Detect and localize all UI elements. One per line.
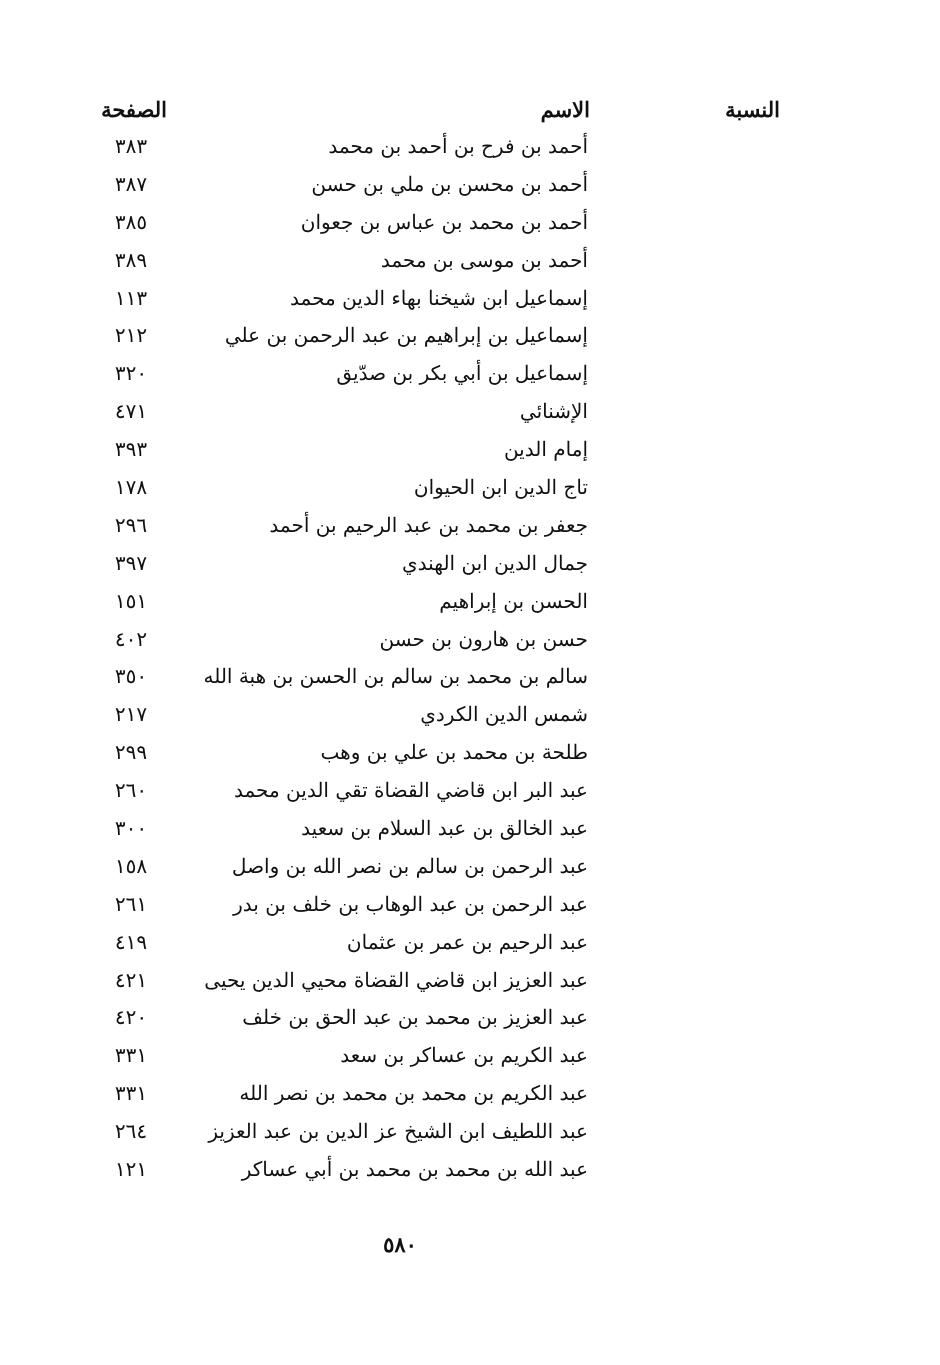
entry-page: ٤٢١ <box>114 967 148 992</box>
entry-page: ٣٩٣ <box>114 437 148 462</box>
entry-page: ٢٦١ <box>114 891 148 916</box>
table-row <box>0 431 940 469</box>
table-row <box>0 924 940 962</box>
entry-page: ٣٣١ <box>114 1081 148 1106</box>
table-row <box>0 166 940 204</box>
table-row <box>0 242 940 280</box>
entry-page: ٣٥٠ <box>114 664 148 689</box>
entry-page: ٢١٧ <box>114 702 148 727</box>
entry-name: أحمد بن محمد بن عباس بن جعوان <box>300 209 588 234</box>
entry-page: ٣٨٩ <box>114 247 148 272</box>
entry-page: ٣٨٧ <box>114 171 148 196</box>
entry-page: ٢٩٩ <box>114 740 148 765</box>
entry-name: أحمد بن موسى بن محمد <box>380 247 588 272</box>
entry-name: عبد الله بن محمد بن محمد بن أبي عساكر <box>241 1157 588 1182</box>
table-row <box>0 621 940 659</box>
entry-name: سالم بن محمد بن سالم بن الحسن بن هبة الله <box>203 664 588 689</box>
table-row <box>0 507 940 545</box>
table-row <box>0 280 940 318</box>
table-row <box>0 545 940 583</box>
entry-name: عبد الكريم بن محمد بن محمد بن نصر الله <box>239 1081 588 1106</box>
entry-name: أحمد بن فرح بن أحمد بن محمد <box>328 134 588 158</box>
table-row <box>0 1075 940 1113</box>
entry-name: عبد الخالق بن عبد السلام بن سعيد <box>301 816 588 841</box>
table-row <box>0 1037 940 1075</box>
table-row <box>0 810 940 848</box>
header-page: الصفحة <box>101 97 167 122</box>
table-row <box>0 317 940 355</box>
entry-name: عبد العزيز بن محمد بن عبد الحق بن خلف <box>242 1005 588 1030</box>
table-row <box>0 1113 940 1151</box>
entry-name: إمام الدين <box>503 437 588 462</box>
entry-page: ٣٢٠ <box>114 361 148 386</box>
entry-page: ٣٩٧ <box>114 550 148 575</box>
table-row <box>0 772 940 810</box>
entry-name: عبد الرحيم بن عمر بن عثمان <box>346 929 588 954</box>
entry-name: طلحة بن محمد بن علي بن وهب <box>320 740 588 765</box>
header-name: الاسم <box>540 97 590 122</box>
entry-page: ١١٣ <box>114 285 148 310</box>
index-list <box>0 128 940 1189</box>
table-row <box>0 355 940 393</box>
entry-name: عبد البر ابن قاضي القضاة تقي الدين محمد <box>233 778 588 803</box>
entry-name: الإشنائي <box>519 399 588 424</box>
entry-page: ١٥١ <box>114 588 148 613</box>
entry-page: ٣٠٠ <box>114 816 148 841</box>
table-row <box>0 393 940 431</box>
entry-name: إسماعيل بن إبراهيم بن عبد الرحمن بن علي <box>224 323 588 348</box>
entry-page: ٢٦٠ <box>114 778 148 803</box>
entry-page: ٣٣١ <box>114 1043 148 1068</box>
entry-name: جعفر بن محمد بن عبد الرحيم بن أحمد <box>269 512 588 537</box>
entry-name: تاج الدين ابن الحيوان <box>413 475 588 500</box>
entry-page: ٤٢٠ <box>114 1005 148 1030</box>
table-row <box>0 999 940 1037</box>
entry-page: ٣٨٥ <box>114 209 148 234</box>
entry-name: إسماعيل ابن شيخنا بهاء الدين محمد <box>290 285 588 310</box>
table-row <box>0 848 940 886</box>
entry-name: أحمد بن محسن بن ملي بن حسن <box>311 171 588 196</box>
header-nisba: النسبة <box>725 97 780 122</box>
entry-name: عبد الكريم بن عساكر بن سعد <box>340 1043 588 1068</box>
entry-name: عبد الرحمن بن سالم بن نصر الله بن واصل <box>231 853 588 878</box>
table-row <box>0 696 940 734</box>
entry-name: شمس الدين الكردي <box>420 702 588 727</box>
page-number: ٥٨٠ <box>383 1232 417 1257</box>
entry-page: ١٧٨ <box>114 475 148 500</box>
entry-name: عبد الرحمن بن عبد الوهاب بن خلف بن بدر <box>233 891 588 916</box>
entry-name: جمال الدين ابن الهندي <box>402 550 588 575</box>
entry-page: ٢٦٤ <box>114 1119 148 1144</box>
entry-page: ٣٨٣ <box>114 134 148 158</box>
table-row <box>0 1151 940 1189</box>
entry-page: ١٢١ <box>114 1157 148 1182</box>
entry-page: ٢٩٦ <box>114 512 148 537</box>
table-row <box>0 962 940 1000</box>
entry-page: ٤٠٢ <box>114 626 148 651</box>
entry-name: إسماعيل بن أبي بكر بن صدّيق <box>336 361 588 386</box>
entry-name: عبد اللطيف ابن الشيخ عز الدين بن عبد العزيز <box>208 1119 588 1144</box>
entry-name: عبد العزيز ابن قاضي القضاة محيي الدين يحيى <box>204 967 588 992</box>
entry-page: ٤١٩ <box>114 929 148 954</box>
table-row <box>0 734 940 772</box>
entry-page: ٢١٢ <box>114 323 148 348</box>
table-row <box>0 469 940 507</box>
table-header <box>0 90 940 130</box>
table-row <box>0 886 940 924</box>
entry-page: ١٥٨ <box>114 853 148 878</box>
entry-name: حسن بن هارون بن حسن <box>379 626 588 651</box>
table-row <box>0 658 940 696</box>
entry-page: ٤٧١ <box>114 399 148 424</box>
table-row <box>0 583 940 621</box>
table-row <box>0 128 940 166</box>
entry-name: الحسن بن إبراهيم <box>439 588 588 613</box>
table-row <box>0 204 940 242</box>
